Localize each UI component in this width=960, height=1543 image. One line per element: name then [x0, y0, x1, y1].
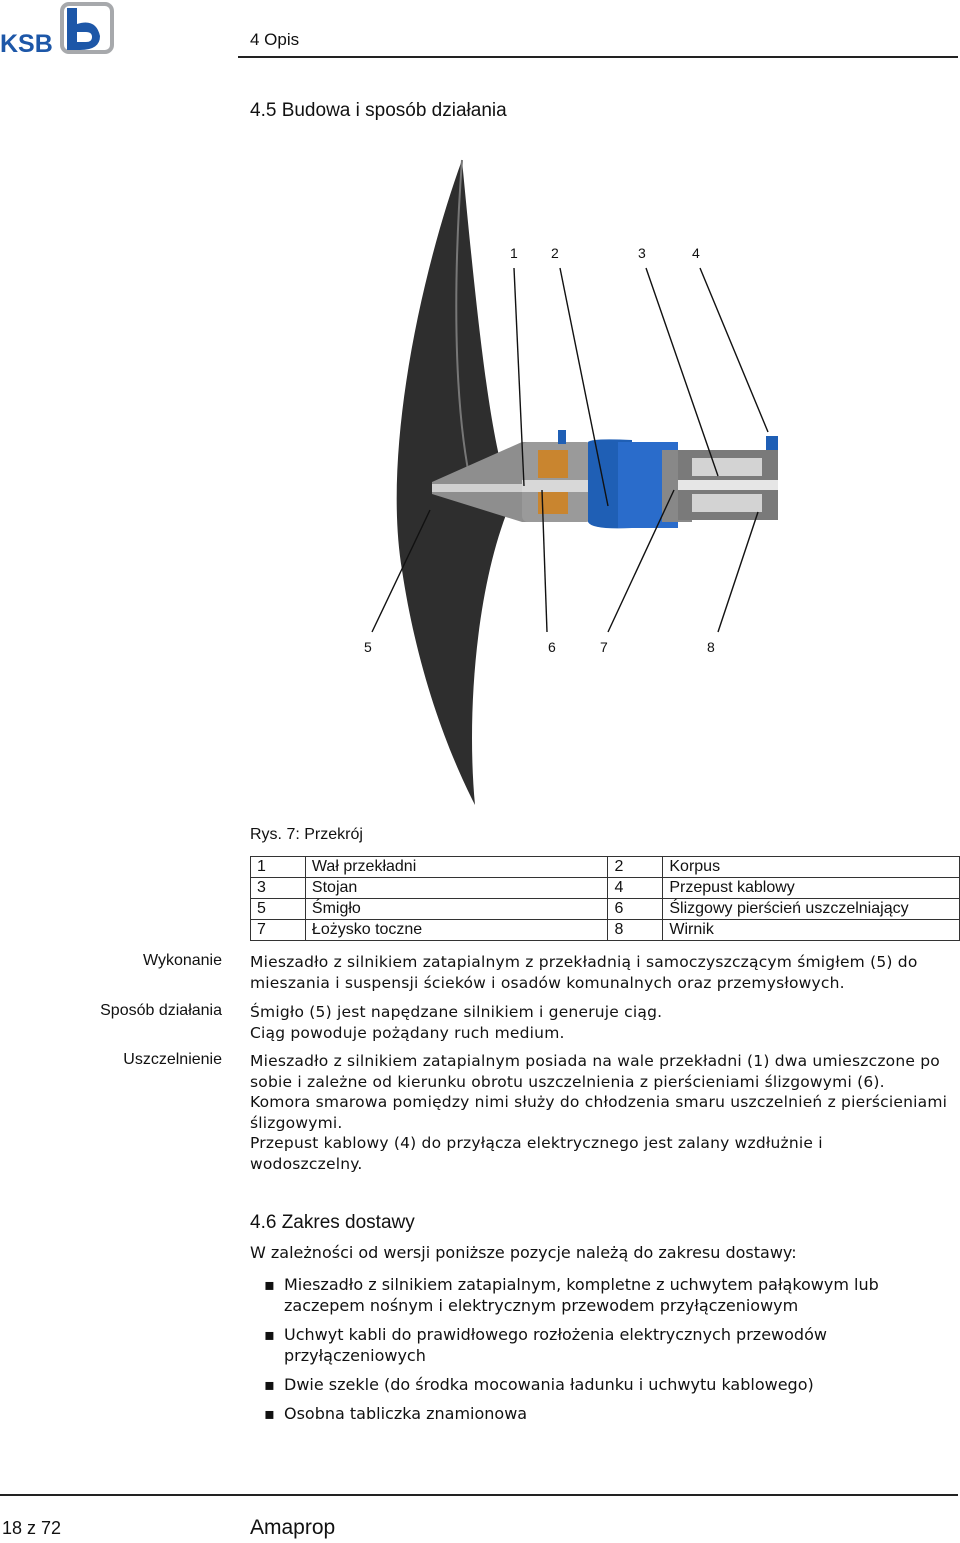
uszczelnienie-text-2: Przepust kablowy (4) do przyłącza elektrycznego jest zalany wzdłużnie i wodoszczelny.	[250, 1134, 823, 1173]
list-item: ▪ Osobna tabliczka znamionowa	[264, 1404, 528, 1423]
ksb-logo	[0, 2, 116, 54]
logo-text: KSB	[0, 30, 53, 54]
header-rule	[238, 56, 958, 58]
footer-rule	[0, 1494, 958, 1496]
callout-3: 3	[638, 245, 646, 261]
legend-row: 5 Śmigło 6 Ślizgowy pierścień uszczelniający	[251, 899, 960, 920]
side-label-sposob: Sposób działania	[100, 1002, 222, 1019]
delivery-list	[250, 1274, 950, 1432]
side-label-uszczelnienie: Uszczelnienie	[123, 1051, 222, 1068]
callout-7: 7	[600, 639, 608, 655]
delivery-intro: W zależności od wersji poniższe pozycje należą do zakresu dostawy:	[250, 1243, 797, 1262]
callout-6: 6	[548, 639, 556, 655]
legend-row: 7 Łożysko toczne 8 Wirnik	[251, 920, 960, 941]
callout-8: 8	[707, 639, 715, 655]
section-heading-delivery: 4.6 Zakres dostawy	[250, 1212, 415, 1233]
callout-4: 4	[692, 245, 700, 261]
section-heading: 4.5 Budowa i sposób działania	[250, 100, 507, 121]
sposob-text: Śmigło (5) jest napędzane silnikiem i generuje ciąg. Ciąg powoduje pożądany ruch medium.	[250, 1003, 663, 1042]
callout-2: 2	[551, 245, 559, 261]
legend-row: 1 Wał przekładni 2 Korpus	[251, 857, 960, 878]
bullet-icon: ▪	[264, 1325, 275, 1344]
list-item: ▪ Uchwyt kabli do prawidłowego rozłożenia elektrycznych przewodów przyłączeniowych	[264, 1325, 827, 1365]
side-label-wykonanie: Wykonanie	[142, 952, 222, 969]
bullet-icon: ▪	[264, 1375, 275, 1394]
uszczelnienie-text: Mieszadło z silnikiem zatapialnym posiada na wale przekładni (1) dwa umieszczone po sobie i zależne od kierunku obrotu uszczelnienia z pierścieniami ślizgowymi (6). Komora smarowa pomiędzy nimi służy do chłodzenia smaru uszczelnień z pierścieniami ślizgowymi.	[250, 1052, 948, 1132]
figure-caption: Rys. 7: Przekrój	[250, 826, 363, 843]
product-name: Amaprop	[250, 1516, 336, 1539]
legend-row: 3 Stojan 4 Przepust kablowy	[251, 878, 960, 899]
bullet-icon: ▪	[264, 1404, 275, 1423]
page-number: 18 z 72	[2, 1518, 62, 1538]
list-item: ▪ Dwie szekle (do środka mocowania ładunku i uchwytu kablowego)	[264, 1375, 814, 1394]
wykonanie-text: Mieszadło z silnikiem zatapialnym z przekładnią i samoczyszczącym śmigłem (5) do mieszania i suspensji ścieków i osadów komunalnych oraz przemysłowych.	[250, 953, 918, 992]
list-item: ▪ Mieszadło z silnikiem zatapialnym, kompletne z uchwytem pałąkowym lub zaczepem nośnym i elektrycznym przewodem przyłączeniowym	[264, 1275, 879, 1315]
chapter-title: 4 Opis	[250, 30, 300, 49]
cross-section-figure	[362, 150, 792, 810]
callout-1: 1	[510, 245, 518, 261]
legend-table	[250, 856, 960, 941]
callout-5: 5	[364, 639, 372, 655]
bullet-icon: ▪	[264, 1275, 275, 1294]
